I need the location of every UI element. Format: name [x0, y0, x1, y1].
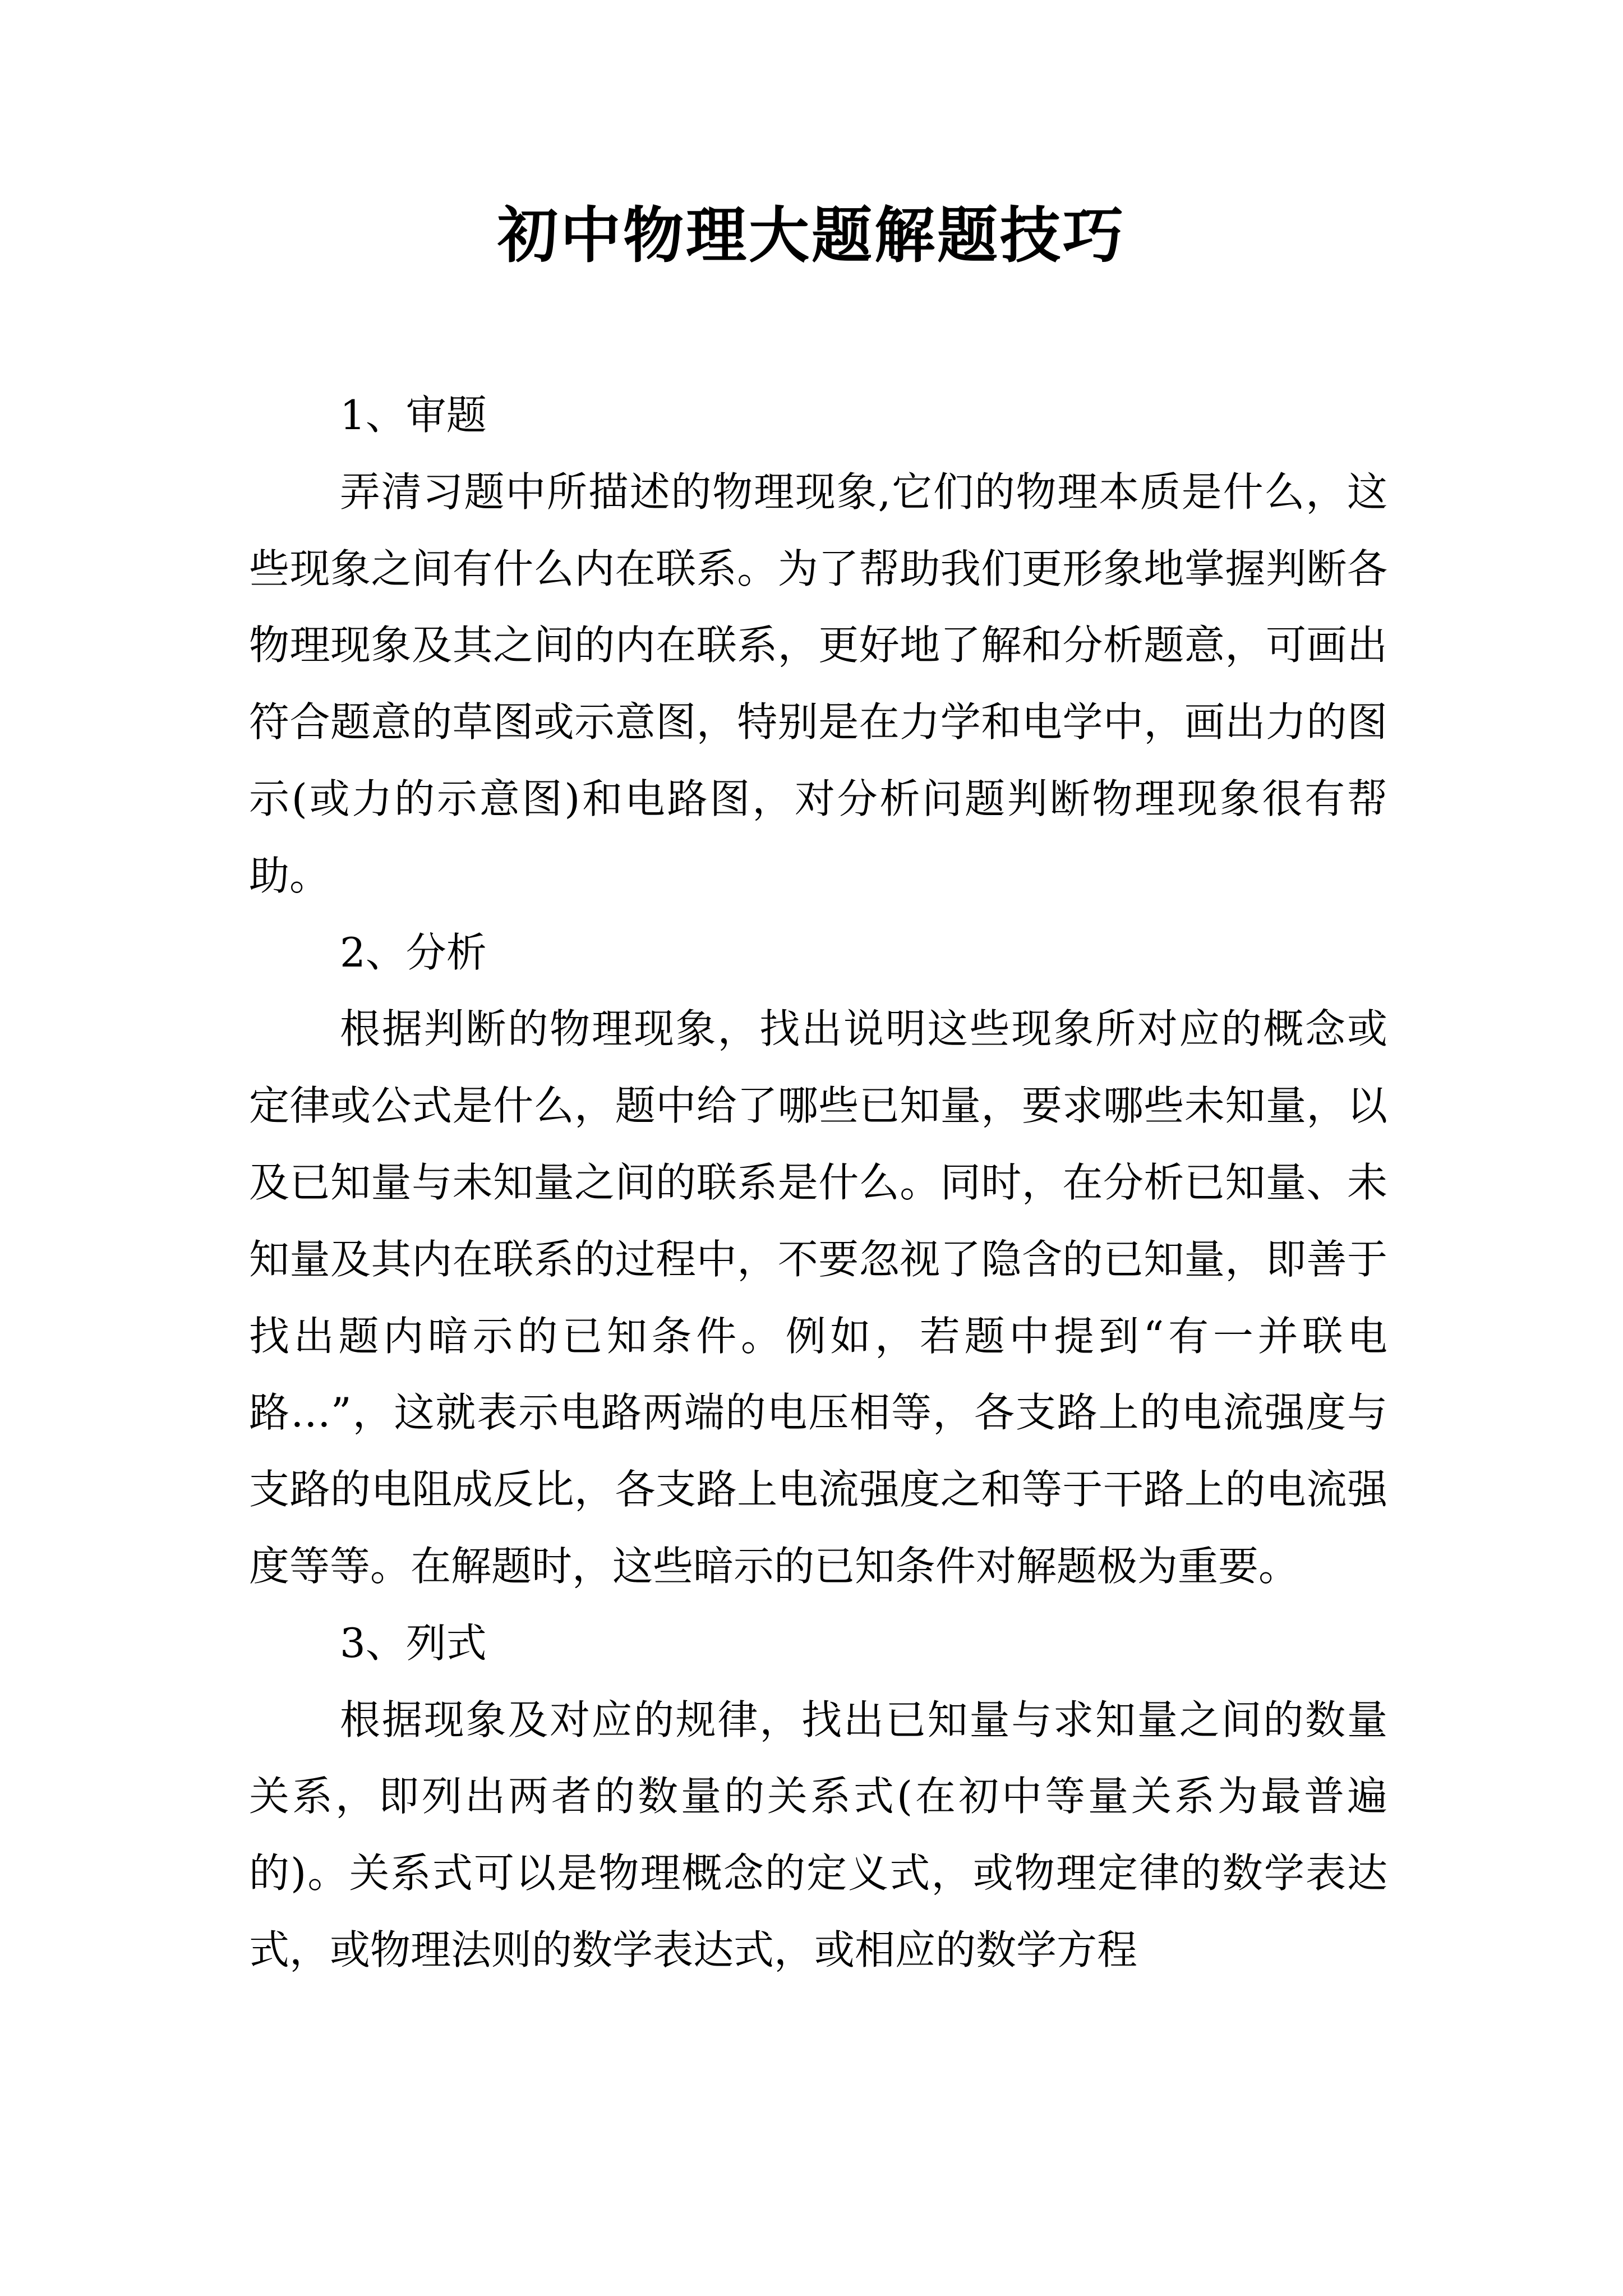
document-body [249, 377, 1387, 1989]
section-heading-review: 1、审题 [340, 392, 487, 439]
paragraph-equation: 根据现象及对应的规律，找出已知量与求知量之间的数量关系，即列出两者的数量的关系式(在初中等量关系为最普遍的)。关系式可以是物理概念的定义式，或物理定律的数学表达式，或物理法则的数学表达式，或相应的数学方程 [249, 1696, 1387, 1973]
section-heading-equation: 3、列式 [340, 1619, 487, 1667]
paragraph-analysis: 根据判断的物理现象，找出说明这些现象所对应的概念或定律或公式是什么，题中给了哪些已知量，要求哪些未知量，以及已知量与未知量之间的联系是什么。同时，在分析已知量、未知量及其内在联系的过程中，不要忽视了隐含的已知量，即善于找出题内暗示的已知条件。例如，若题中提到“有一并联电路…”，这就表示电路两端的电压相等，各支路上的电流强度与支路的电阻成反比，各支路上电流强度之和等于干路上的电流强度等等。在解题时，这些暗示的已知条件对解题极为重要。 [249, 1005, 1387, 1590]
section-heading-analysis: 2、分析 [340, 928, 487, 976]
document-title: 初中物理大题解题技巧 [497, 200, 1126, 271]
paragraph-review: 弄清习题中所描述的物理现象,它们的物理本质是什么，这些现象之间有什么内在联系。为了帮助我们更形象地掌握判断各物理现象及其之间的内在联系，更好地了解和分析题意，可画出符合题意的草图或示意图，特别是在力学和电学中，画出力的图示(或力的示意图)和电路图，对分析问题判断物理现象很有帮助。 [249, 468, 1387, 899]
